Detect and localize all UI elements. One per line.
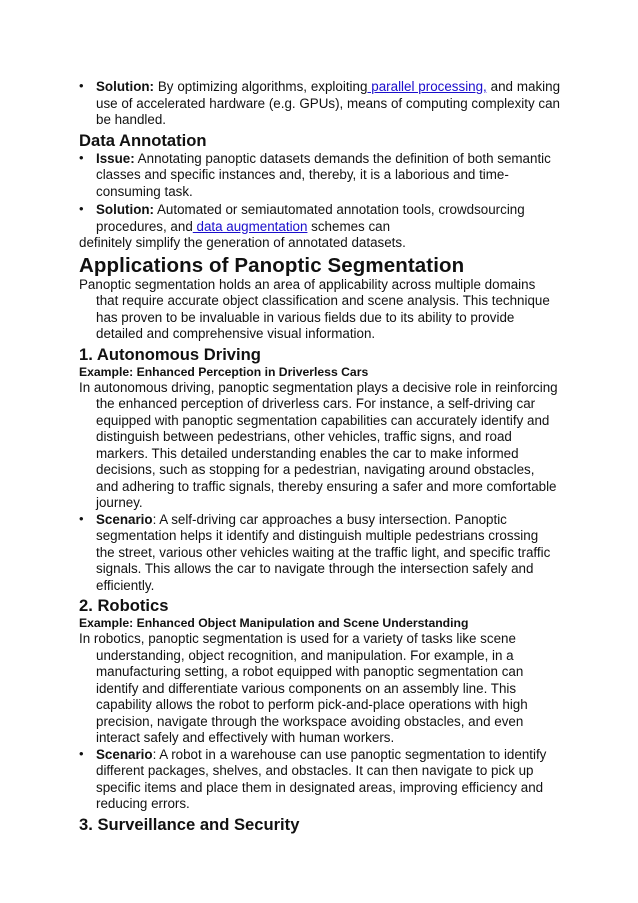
applications-heading: Applications of Panoptic Segmentation	[79, 253, 465, 277]
autonomous-scenario-bullet	[79, 512, 560, 595]
surveillance-heading: 3. Surveillance and Security	[79, 814, 300, 834]
bullet-icon: •	[79, 510, 84, 526]
solution-label: Solution:	[96, 79, 155, 94]
robotics-scenario-text: : A robot in a warehouse can use panoptic segmentation to identify different packages, shelves, and obstacles. It can then navigate to pick up specific items and place them in designated areas, improving efficiency and reducing errors.	[96, 746, 547, 811]
bullet-icon: •	[79, 201, 84, 216]
parallel-processing-link[interactable]: parallel processing,	[367, 79, 487, 94]
autonomous-body: In autonomous driving, panoptic segmentation plays a decisive role in reinforcing the enhanced perception of driverless cars. For instance, a self-driving car equipped with panoptic segmentation capabilities can accurately identify and distinguish between pedestrians, other vehicles, traffic signs, and road markers. This detailed understanding enables the car to make informed decisions, such as stopping for a pedestrian, navigating around obstacles, and adhering to traffic signals, thereby ensuring a safer and more comfortable journey.	[79, 379, 558, 510]
issue-label: Issue:	[96, 150, 135, 166]
autonomous-scenario-label: Scenario	[96, 511, 153, 527]
solution-text-b: and making use of accelerated hardware (e.g. GPUs), means of computing complexity can be handled.	[96, 79, 561, 127]
annotation-solution-bullet	[79, 202, 560, 235]
data-annotation-heading: Data Annotation	[79, 130, 207, 150]
annotation-continuation: definitely simplify the generation of annotated datasets.	[79, 235, 406, 250]
robotics-scenario-bullet	[79, 747, 560, 813]
autonomous-scenario-text: : A self-driving car approaches a busy intersection. Panoptic segmentation helps it identify and distinguish multiple pedestrians crossing the street, various other vehicles waiting at the traffic light, and specific traffic signals. This allows the car to navigate through the intersection safely and efficiently.	[96, 511, 551, 593]
bullet-icon: •	[79, 745, 84, 761]
robotics-heading: 2. Robotics	[79, 596, 169, 615]
bullet-icon: •	[79, 149, 84, 165]
issue-text: Annotating panoptic datasets demands the definition of both semantic classes and specific instances and, thereby, it is a laborious and time-consuming task.	[96, 150, 551, 199]
autonomous-example: Example: Enhanced Perception in Driverless Cars	[79, 364, 369, 379]
document-page	[79, 76, 560, 835]
robotics-body: In robotics, panoptic segmentation is used for a variety of tasks like scene understanding, object recognition, and manipulation. For example, in a manufacturing setting, a robot equipped with panoptic segmentation can identify and differentiate various components on an assembly line. This capability allows the robot to perform pick-and-place operations with high precision, navigate through the workspace avoiding obstacles, and even interact safely and effectively with human workers.	[79, 631, 528, 745]
data-augmentation-link[interactable]: data augmentation	[192, 218, 308, 234]
robotics-scenario-label: Scenario	[96, 746, 153, 762]
solution-bullet	[79, 79, 560, 129]
robotics-example: Example: Enhanced Object Manipulation and Scene Understanding	[79, 616, 469, 630]
annotation-solution-text-b: schemes can	[307, 218, 391, 234]
solution-text-a: By optimizing algorithms, exploiting	[154, 79, 368, 94]
bullet-icon: •	[79, 78, 84, 93]
annotation-solution-text-a: Automated or semiautomated annotation tools, crowdsourcing procedures, and	[96, 202, 525, 234]
applications-intro: Panoptic segmentation holds an area of applicability across multiple domains that require accurate object classification and scene analysis. This technique has proven to be invaluable in various fields due to its ability to provide detailed and comprehensive visual information.	[79, 276, 550, 341]
issue-bullet	[79, 151, 560, 201]
annotation-solution-label: Solution:	[96, 202, 155, 217]
autonomous-driving-heading: 1. Autonomous Driving	[79, 344, 261, 364]
